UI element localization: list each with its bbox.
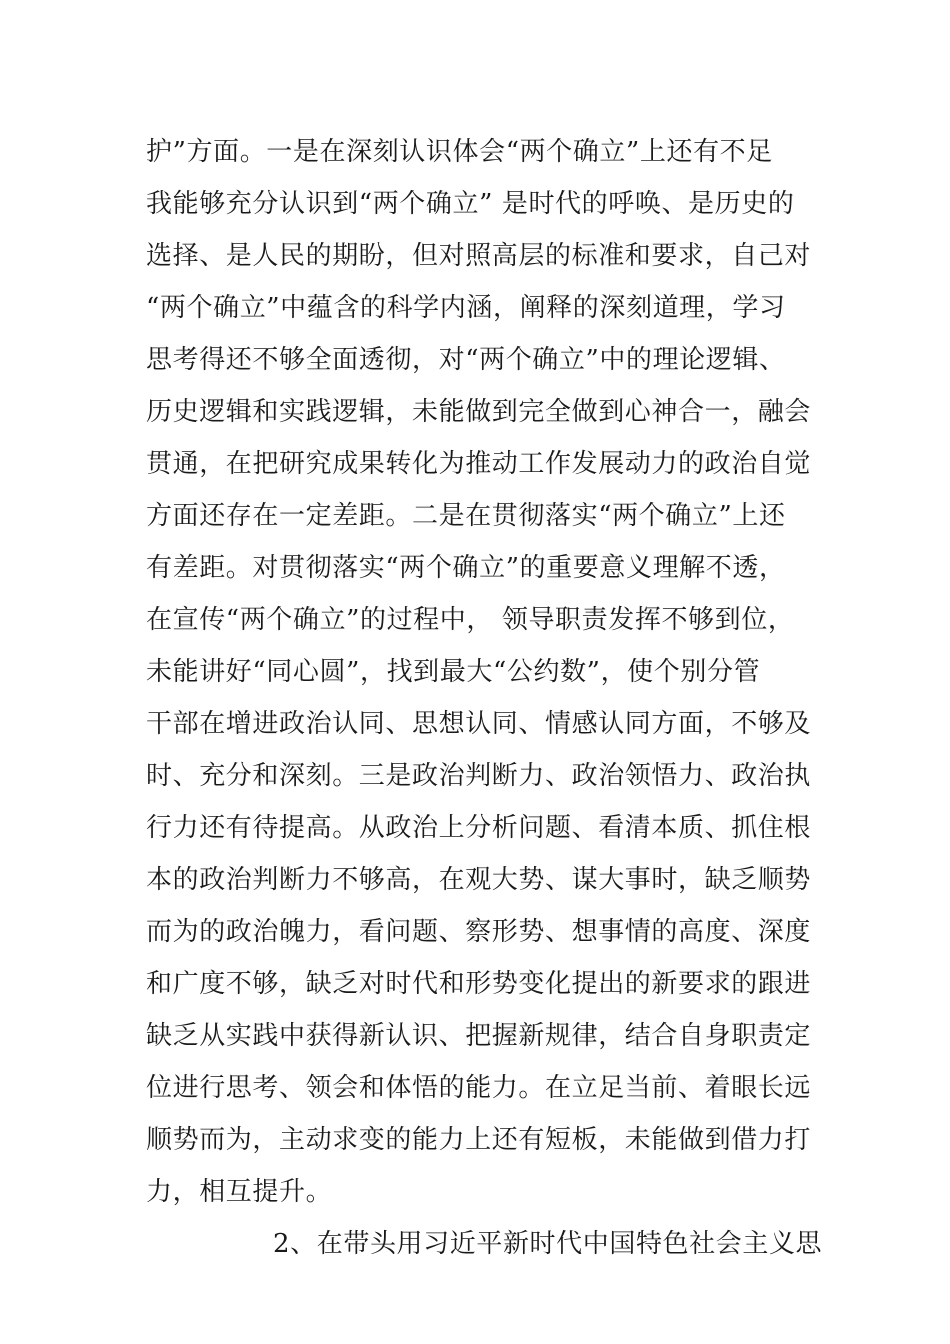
- text-line: 有差距。对贯彻落实“两个确立”的重要意义理解不透，: [146, 553, 786, 583]
- text-line: 行力还有待提高。从政治上分析问题、看清本质、抓住根: [146, 813, 812, 843]
- text-line: 而为的政治魄力，看问题、察形势、想事情的高度、深度: [146, 917, 812, 947]
- text-line: 方面还存在一定差距。二是在贯彻落实“两个确立”上还: [146, 501, 786, 531]
- text-line: 力，相互提升。: [146, 1177, 333, 1207]
- section-heading: 2、在带头用习近平新时代中国特色社会主义思: [273, 1229, 823, 1259]
- body-text: [146, 126, 826, 1270]
- text-line: 我能够充分认识到“两个确立” 是时代的呼唤、是历史的: [146, 189, 795, 219]
- text-line: “两个确立”中蕴含的科学内涵，阐释的深刻道理，学习: [146, 293, 786, 323]
- text-line: 本的政治判断力不够高，在观大势、谋大事时，缺乏顺势: [146, 865, 812, 895]
- text-line: 干部在增进政治认同、思想认同、情感认同方面，不够及: [146, 709, 812, 739]
- text-line: 选择、是人民的期盼，但对照高层的标准和要求，自己对: [146, 241, 812, 271]
- text-line: 思考得还不够全面透彻，对“两个确立”中的理论逻辑、: [146, 345, 786, 375]
- text-line: 历史逻辑和实践逻辑，未能做到完全做到心神合一，融会: [146, 397, 812, 427]
- text-line: 贯通，在把研究成果转化为推动工作发展动力的政治自觉: [146, 449, 812, 479]
- text-line: 在宣传“两个确立”的过程中， 领导职责发挥不够到位，: [146, 605, 795, 635]
- text-line: 时、充分和深刻。三是政治判断力、政治领悟力、政治执: [146, 761, 812, 791]
- text-line: 位进行思考、领会和体悟的能力。在立足当前、着眼长远: [146, 1073, 812, 1103]
- text-line: 和广度不够，缺乏对时代和形势变化提出的新要求的跟进: [146, 969, 812, 999]
- text-line: 护”方面。一是在深刻认识体会“两个确立”上还有不足: [146, 137, 773, 167]
- text-line: 缺乏从实践中获得新认识、把握新规律，结合自身职责定: [146, 1021, 812, 1051]
- text-line: 顺势而为，主动求变的能力上还有短板，未能做到借力打: [146, 1125, 812, 1155]
- text-line: 未能讲好“同心圆”，找到最大“公约数”，使个别分管: [146, 657, 761, 687]
